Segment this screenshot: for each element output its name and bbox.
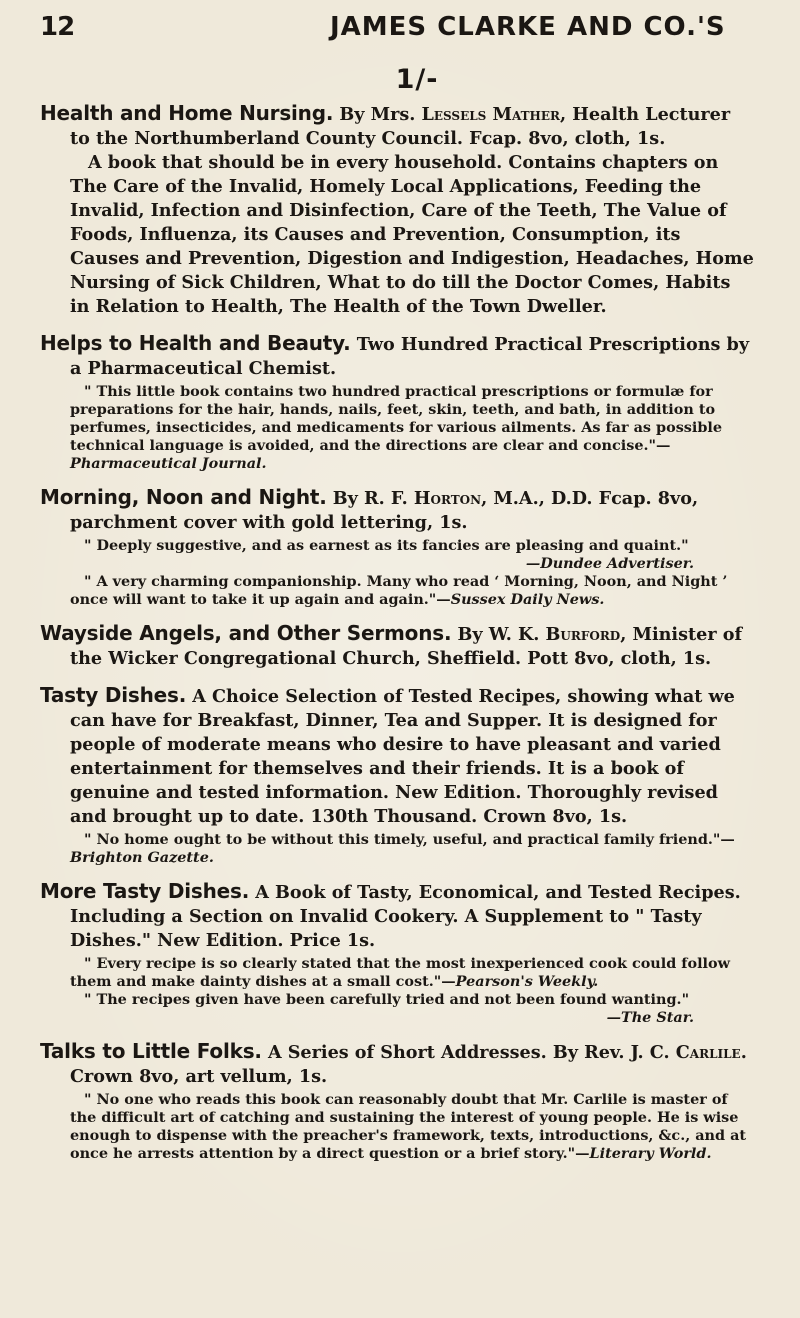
book-details: , M.A., D.D. Fcap. 8vo, parchment cover with gold lettering, 1s. [70,488,699,533]
entry-heading [40,879,754,953]
entry-heading [40,485,754,535]
review-quote: " No one who reads this book can reasonably doubt that Mr. Carlile is master of the difficult art of catching and sustaining the interest of young people. He is wise enough to dispense with the preacher's framework, texts, introductions, &c., and at once he arrests attention by a direct question or a brief story."—Literary World. [70,1091,747,1162]
publisher-name: JAMES CLARKE AND CO.'S [330,12,726,42]
book-details: , Health Lecturer to the Northumberland County Council. Fcap. 8vo, cloth, 1s. [70,104,731,149]
review-quote: " No home ought to be without this timely, useful, and practical family friend."—Brighton Gazette. [70,831,735,866]
entry-heading [40,331,754,381]
book-title: Talks to Little Folks. [40,1039,262,1063]
review-source: Literary World. [589,1145,712,1162]
book-description: A book that should be in every household. Contains chapters on The Care of the Invalid, Homely Local Applications, Feeding the Invalid, Infection and Disinfection, Care of the Teeth, The Value of Foods, Influenza, its Causes and Prevention, Consumption, its Causes and Prevention, Digestion and Indigestion, Headaches, Home Nursing of Sick Children, What to do till the Doctor Comes, Habits in Relation to Health, The Health of the Town Dweller. [70,152,754,317]
review-quote: " Every recipe is so clearly stated that the most inexperienced cook could follow them and make dainty dishes at a small cost."—Pearson's Weekly. [70,955,731,990]
page-number: 12 [40,12,75,42]
review-quote: " Deeply suggestive, and as earnest as its fancies are pleasing and quaint." —Dundee Advertiser. [70,537,754,573]
review-quote: " A very charming companionship. Many who read ‘ Morning, Noon, and Night ’ once will want to take it up again and again."—Sussex Daily News. [70,573,728,608]
entry-heading [40,101,754,151]
entry-heading [40,683,754,829]
book-entry-talks-to-little-folks [40,1039,754,1163]
book-title: Tasty Dishes. [40,683,187,707]
review-source: Sussex Daily News. [450,591,605,608]
review-quote: " The recipes given have been carefully tried and not been found wanting." —The Star. [70,991,754,1027]
book-details: A Choice Selection of Tested Recipes, showing what we can have for Breakfast, Dinner, Tea and Supper. It is designed for people of moderate means who desire to have pleasant and varied entertainment for themselves and their friends. It is a book of genuine and tested information. New Edition. Thoroughly revised and brought up to date. 130th Thousand. Crown 8vo, 1s. [70,686,735,827]
book-details: , Minister of the Wicker Congregational Church, Sheffield. Pott 8vo, cloth, 1s. [70,624,743,669]
author-prefix: By Mrs. [339,104,416,125]
review-source: —Dundee Advertiser. [525,555,694,572]
book-entry-helps-to-health [40,331,754,473]
book-entry-health-and-home-nursing [40,101,754,319]
book-entry-wayside-angels [40,621,754,671]
review-quote: " This little book contains two hundred practical prescriptions or formulæ for preparations for the hair, hands, nails, feet, skin, teeth, and bath, in addition to perfumes, insecticides, and medicaments for various ailments. As far as possible technical language is avoided, and the directions are clear and concise."—Pharmaceutical Journal. [70,383,723,472]
review-source: Brighton Gazette. [70,849,214,866]
author-prefix: By W. K. [457,624,540,645]
book-details: Two Hundred Practical Prescriptions by a Pharmaceutical Chemist. [70,334,750,379]
book-entry-morning-noon-night [40,485,754,609]
book-title: More Tasty Dishes. [40,879,250,903]
book-title: Helps to Health and Beauty. [40,331,351,355]
review-source: Pearson's Weekly. [455,973,599,990]
book-title: Wayside Angels, and Other Sermons. [40,621,452,645]
book-details: . Crown 8vo, art vellum, 1s. [70,1042,747,1087]
entry-heading [40,1039,754,1089]
author-name: Burford [545,624,621,645]
book-entry-more-tasty-dishes [40,879,754,1027]
author-name: Carlile [675,1042,741,1063]
book-details-prefix: A Series of Short Addresses. By Rev. J. C. [267,1042,670,1063]
entry-heading [40,621,754,671]
review-source: —The Star. [606,1009,694,1026]
author-prefix: By R. F. [332,488,408,509]
book-title: Health and Home Nursing. [40,101,334,125]
book-title: Morning, Noon and Night. [40,485,327,509]
author-name: Horton [413,488,482,509]
book-details: A Book of Tasty, Economical, and Tested Recipes. Including a Section on Invalid Cookery. A Supplement to " Tasty Dishes." New Edition. Price 1s. [70,882,741,951]
review-source: Pharmaceutical Journal. [70,455,267,472]
book-entry-tasty-dishes [40,683,754,867]
running-header [40,10,754,54]
price-heading: 1/- [395,64,439,95]
author-name: Lessels Mather [421,104,560,125]
